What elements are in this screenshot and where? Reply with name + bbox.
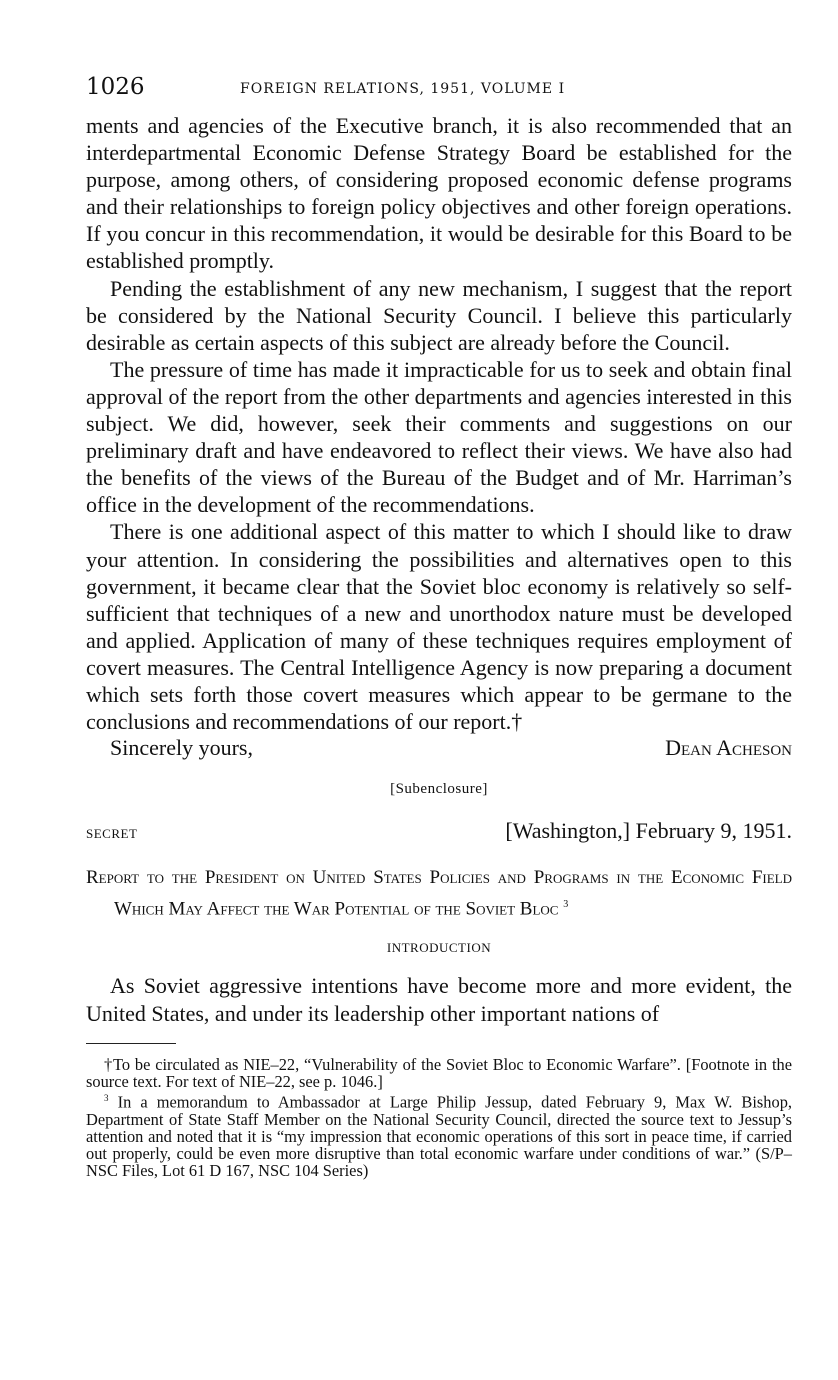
- section-heading: INTRODUCTION: [386, 940, 492, 956]
- complimentary-close: Sincerely yours,: [110, 735, 253, 761]
- report-title-text: Report to the President on United States Policies and Programs in the Economic Field Which May Affect the War Potential of the Soviet Bloc: [86, 867, 792, 920]
- subenclosure-label: [Subenclosure]: [390, 781, 488, 798]
- letter-paragraph-4: There is one additional aspect of this matter to which I should like to draw your attention. In considering the possibilities and alternatives open to this government, it became clear that the Soviet bloc economy is relatively so self-sufficient that techniques of a new and unorthodox nature must be developed and applied. Application of many of these techniques requires employment of covert measures. The Central Intelligence Agency is now preparing a document which sets forth those covert measures which appear to be germane to the conclusions and recommendations of our report.†: [86, 519, 792, 735]
- footnote-3: [86, 1090, 792, 1179]
- footnote-3-text: In a memorandum to Ambassador at Large Philip Jessup, dated February 9, Max W. Bishop, Department of State Staff Member on the National Security Council, directed the source text to Jessup’s attention and noted that it is “my impression that economic operations of this sort in peace time, if carried out properly, could be even more disruptive than total economic warfare under conditions of war.” (S/P–NSC Files, Lot 61 D 167, NSC 104 Series): [86, 1092, 792, 1181]
- introduction-body: [86, 972, 792, 1026]
- letter-paragraph-3: The pressure of time has made it impracticable for us to seek and obtain final approval of the report from the other departments and agencies interested in this subject. We did, however, seek their comments and suggestions on our preliminary draft and have endeavored to reflect their views. We have also had the benefits of the views of the Bureau of the Budget and of Mr. Harriman’s office in the development of the recommendations.: [86, 356, 792, 518]
- classification-marking: SECRET: [86, 826, 138, 842]
- footnote-3-marker: 3: [104, 1093, 109, 1104]
- letter-paragraph-1: ments and agencies of the Executive branch, it is also recommended that an interdepartmental Economic Defense Strategy Board be established for the purpose, among others, of considering proposed economic defense programs and their relationships to foreign policy objectives and other foreign operations. If you concur in this recommendation, it would be desirable for this Board to be established promptly.: [86, 113, 792, 274]
- footnote-dagger: †To be circulated as NIE–22, “Vulnerability of the Soviet Bloc to Economic Warfare”. [Footnote in the source text. For text of NIE–22, see p. 1046.]: [86, 1054, 792, 1091]
- signature: Dean Acheson: [665, 735, 792, 761]
- footnote-divider: [86, 1043, 176, 1044]
- footnote-marker-3: 3: [563, 899, 569, 911]
- letter-closing: [86, 735, 792, 761]
- running-title: FOREIGN RELATIONS, 1951, VOLUME I: [240, 81, 566, 97]
- document-page: [86, 72, 792, 1180]
- page-number: 1026: [86, 74, 145, 100]
- dateline-row: [86, 818, 792, 844]
- letter-paragraph-2: Pending the establishment of any new mechanism, I suggest that the report be considered by the National Security Council. I believe this particularly desirable as certain aspects of this subject are already before the Council.: [86, 275, 792, 355]
- letter-body: [86, 112, 792, 735]
- dateline: [Washington,] February 9, 1951.: [505, 818, 792, 844]
- report-title: [86, 864, 792, 922]
- footnotes: [86, 1056, 792, 1180]
- intro-paragraph: As Soviet aggressive intentions have become more and more evident, the United States, and under its leadership other important nations of: [86, 973, 792, 1026]
- page-header: [86, 72, 792, 112]
